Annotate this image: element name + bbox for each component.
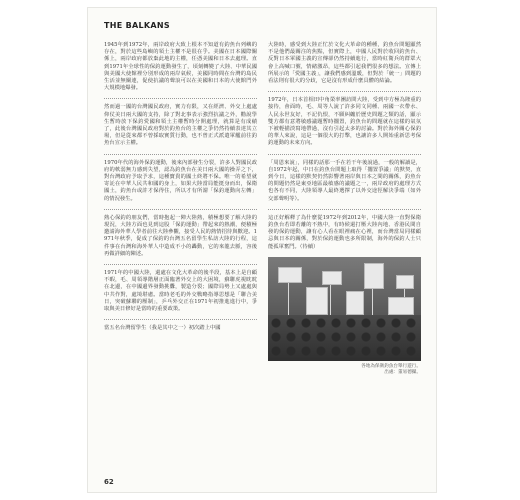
body-paragraph: 大陸時，感受到大陸正忙於文化大革命的種種，釣魚台問題顯然不是他們最關注的焦點，但實際上，中國人民對於收回釣魚台、反對日本軍國主義的宣傳卻仍然持續進行，當時紅衛兵的群眾大會上高喊口號，情緒激昂，這些都引起我們很多的想法。宣傳上所展示的「愛國主義」，讓我們感到溫暖，但對於「統一」問題的看法則有很大的分歧，它是沒有形成什麼具體的結論。 [268,42,421,85]
caption-line: 各地為保衛釣魚台舉行遊行。 [361,363,421,369]
left-column [104,42,257,339]
caption-credit: 出處：董易德攝。 [384,370,421,376]
divider [268,209,421,210]
body-paragraph: 1972年，日本首相田中角榮率團訪問大陸，受到中方極為隆重的接待，會面時，毛、周等人說了許多同文同種、兩國一衣帶水、人民永世友好，不記仇恨，不願糾纏於歷史問題之類的話，顯示雙方都有意將敏感議題暫時擱置，釣魚台的問題就在這樣的氣氛下被輕描淡寫地帶過，沒有引起太多的討論。對於海外關心保釣的華人來說，這是一個很大的打擊，也讓許多人開始重新思考保釣運動的未來方向。 [268,97,421,147]
divider [268,154,421,155]
section-header: THE BALKANS [104,21,170,30]
magazine-page [88,8,436,492]
photo-caption [268,364,421,377]
body-paragraph: 當五名台灣留學生（我是其中之一）初次踏上中國 [104,325,221,332]
body-paragraph: 熱心保釣的朋友們，當時抱起一陣大陸熱，積極想要了解大陸的現況，大陸方面也見到這股「保釣運動」帶起來的熱潮，便積極邀請海外華人學者前往大陸參觀，接受人民的熱情招待與歡迎。1971年秋季，促成了保釣的台灣五名留學生私訪大陸的行程，這件事在台灣和海外華人中造成不小的轟動，它的來龍去脈，容後再做詳細的陳述。 [104,214,257,257]
protest-sign [364,263,384,289]
body-paragraph: 「周恩來說」，同樣的話那一手在若干年後說過，一般的解讀是，自1972年起，中日在釣魚台問題上取得「擱置爭議」的默契，直到今日，這樣的默契仍然影響著兩岸與日本之間的關係，釣魚台的問題仍然是東亞地區最敏感的議題之一，兩岸政府的處理方式也各有不同，大陸領導人最終選擇了以外交途徑解決爭端（如外交部聲明等）。 [268,159,421,202]
divider [104,98,257,99]
protest-sign [322,271,342,285]
body-paragraph: 1945年到1972年，兩岸政府大致上根本不知道有釣魚台列嶼的存在，對於這些島嶼的領土主權不是很在乎。美國在日本國際關係上，兩岸政府都放棄此地的主權，任憑美國和日本去處理。直到1971年全球性的保釣運動發生了，頃刻轉變了大陸、中華民國與美國大使館裡分別形成的兩岸氣候，美國同時間在台灣的島民生活並無關連，促使抗議的聲浪可以在美國和日本的大使館門外大規模地爆發。 [104,42,257,92]
protest-photo [268,257,421,361]
body-paragraph: 1970年代的海外保釣運動，後來內部發生分裂，許多人對國民政府的軟弱無力感到失望，認為釣魚台在美日兩大國的操弄之下，對台灣政府予取予求，這種寶貴的國土終將不保。唯一的希望就寄託在中華人民共和國的身上，如果大陸當局能挺身而出，保衛國土，釣魚台或許才保得住，所以才有所謂「保釣運動向左轉」的情況發生。 [104,159,257,202]
page-number: 62 [104,478,114,486]
divider [104,154,257,155]
divider [104,319,257,320]
protest-sign [278,267,302,283]
body-paragraph: 這正好解釋了為什麼從1972年到2012年，中國大陸一直對保衛釣魚台若即若離的不熱中，有時候還打壓大陸內地、香港民間自發的保釣運動，讓有心人看在眼裡痛在心裡，而台灣當局同樣顧忌與日本的關係，對於保釣運動也多所限制，海外的保釣人士只能孤軍奮鬥。（待續） [268,214,421,250]
right-column [268,42,421,377]
protest-sign [306,287,328,315]
body-paragraph: 然而過一國的台灣國民政府，實力有限，又在經濟、外交上處處仰仗美日兩大國的支持，除了對北事表示強烈抗議之外，勸說學生暫時放下保釣愛國和領土主權暫時分開處理，就算是有成績了，此後台灣國民政府對於釣魚台的主權之爭仍然持續表達其立場，但是從來都不曾採取實質行動，也不曾正式派遣軍艦前往釣魚台宣示主權。 [104,104,257,147]
divider [104,209,257,210]
protest-sign [388,297,414,315]
crowd [268,315,421,361]
protest-sign [396,275,414,289]
body-paragraph: 1971年的中國大陸，還處在文化大革命的後半段，基本上是自顧不暇，毛、周領導階層正面臨著外交上的大困境，蘇聯虎視眈眈在北邊，在中國邊界發動挑釁，製造分裂；國際局勢上又處處與中共作對，處境堪慮。當時老毛的外交戰略指導思想是「聯合美日，突破蘇聯的壓制」，乒乓外交正在1971年初推進進行中，爭取與美日修好是當時的重要政策。 [104,270,257,313]
divider [104,264,257,265]
divider [268,91,421,92]
protest-sign [346,291,364,315]
